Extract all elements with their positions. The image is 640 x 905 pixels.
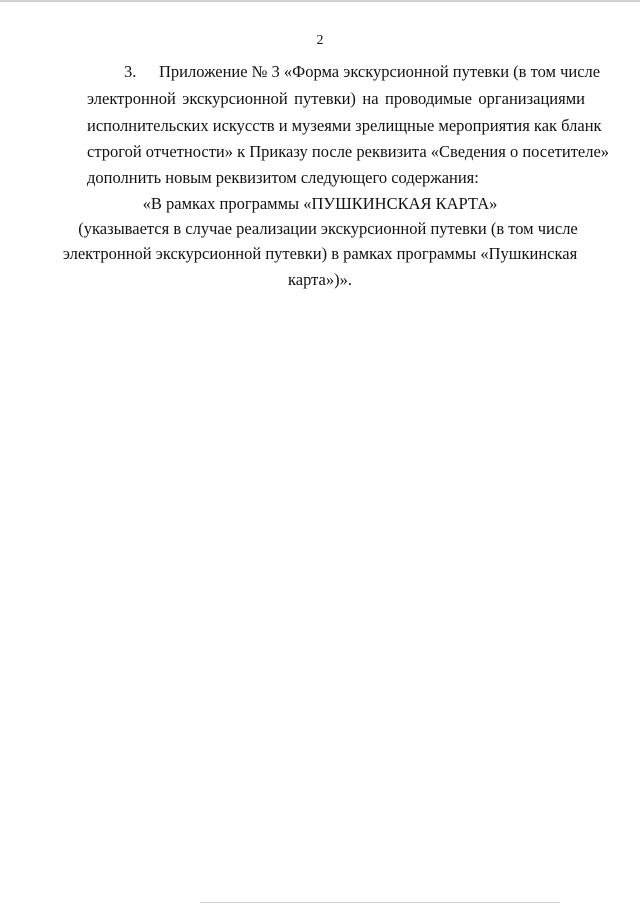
paragraph-line-5: дополнить новым реквизитом следующего содержания:	[87, 168, 479, 187]
page-bottom-edge	[200, 902, 560, 903]
item-number: 3.	[124, 62, 137, 81]
quote-heading: «В рамках программы «ПУШКИНСКАЯ КАРТА»	[142, 194, 498, 213]
paragraph-line-1	[124, 62, 601, 82]
paragraph-line-2: электронной экскурсионной путевки) на проводимые организациями	[87, 89, 585, 108]
page-top-edge	[0, 0, 640, 2]
note-line-1: (указывается в случае реализации экскурсионной путевки (в том числе	[78, 219, 578, 238]
note-line-3: карта»)».	[288, 270, 352, 289]
paragraph-line-1-text: Приложение № 3 «Форма экскурсионной путевки (в том числе	[159, 62, 601, 81]
note-line-2: электронной экскурсионной путевки) в рамках программы «Пушкинская	[62, 244, 578, 263]
paragraph-line-4: строгой отчетности» к Приказу после реквизита «Сведения о посетителе»	[87, 142, 610, 161]
paragraph-line-3: исполнительских искусств и музеями зрелищные мероприятия как бланк	[87, 116, 602, 135]
page-number: 2	[316, 33, 324, 48]
